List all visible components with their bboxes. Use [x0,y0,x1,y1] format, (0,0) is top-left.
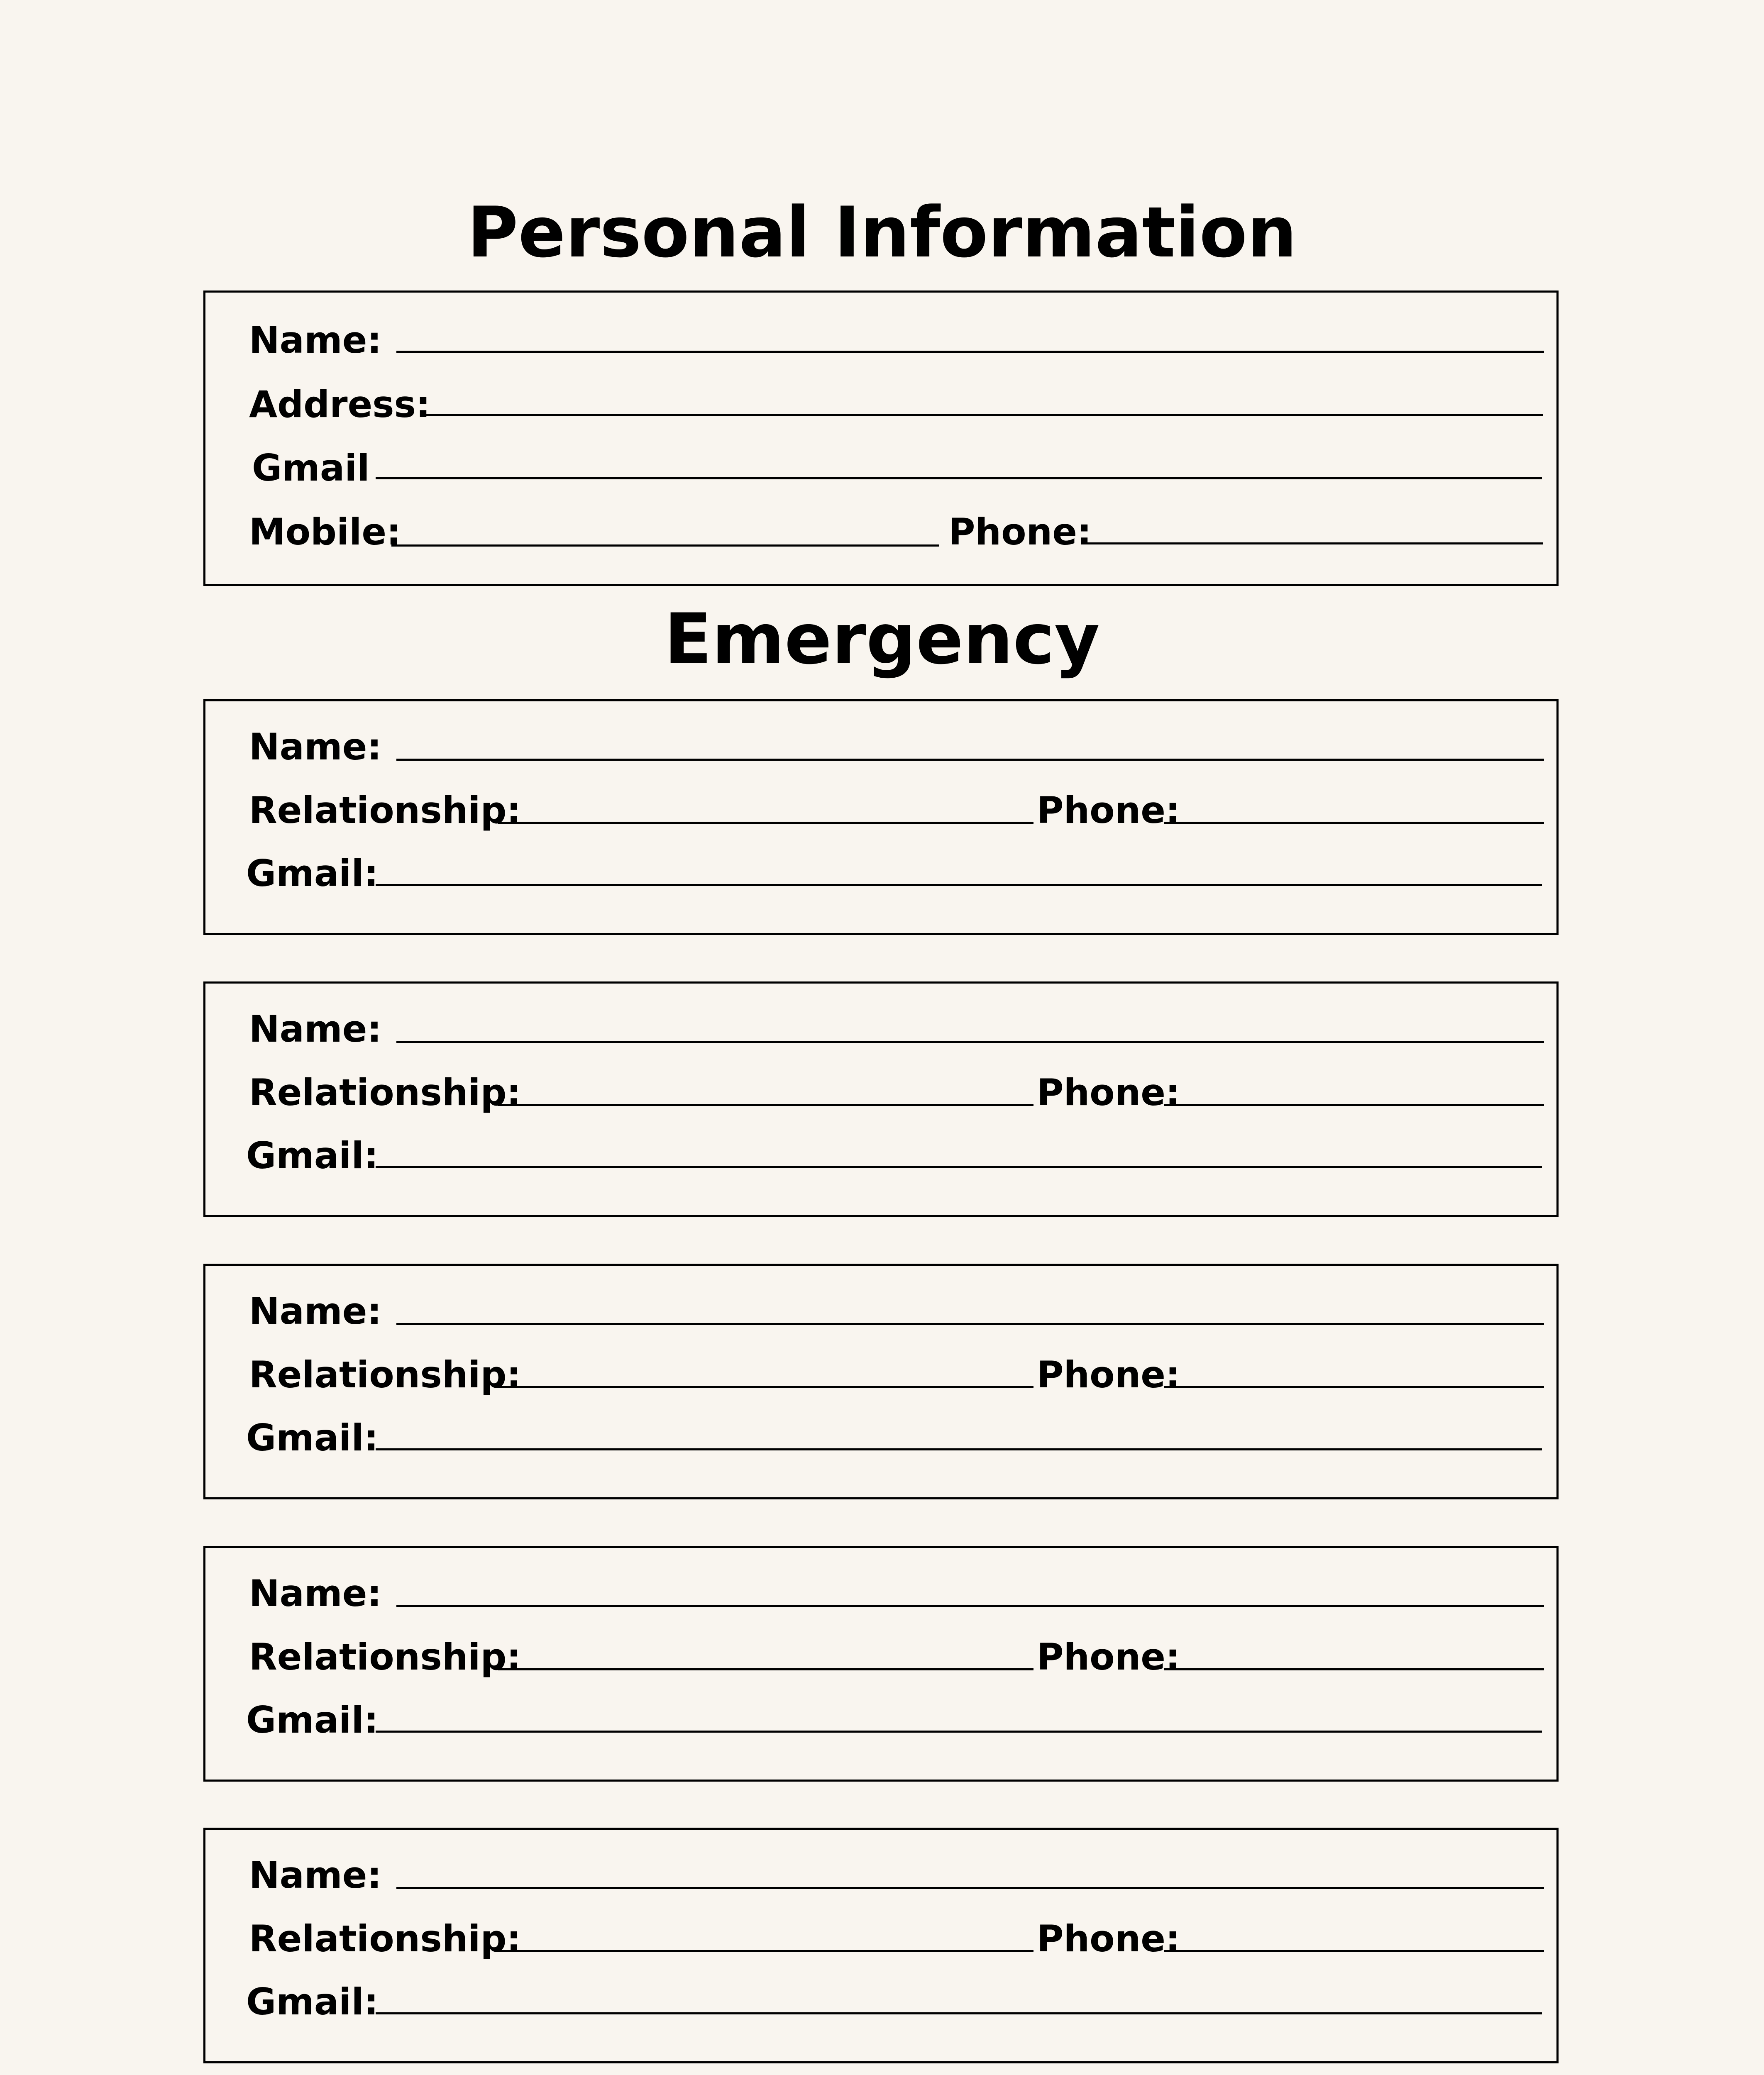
contact-gmail-label: Gmail: [246,1134,379,1177]
phone-field[interactable] [1087,542,1543,544]
contact-gmail-label: Gmail: [246,1699,379,1741]
name-field[interactable] [396,351,1544,353]
contact-gmail-field[interactable] [376,1166,1542,1168]
contact-gmail-field[interactable] [376,2012,1542,2014]
contact-phone-label: Phone: [1037,1636,1180,1678]
contact-gmail-label: Gmail: [246,1416,379,1459]
relationship-label: Relationship: [249,1353,521,1396]
contact-phone-label: Phone: [1037,789,1180,832]
contact-phone-label: Phone: [1037,1353,1180,1396]
emergency-contact-box [203,981,1559,1217]
contact-phone-field[interactable] [1164,1386,1544,1388]
contact-name-label: Name: [249,1008,382,1050]
contact-gmail-field[interactable] [376,1731,1542,1733]
contact-name-field[interactable] [396,1605,1544,1607]
contact-phone-field[interactable] [1164,1668,1544,1670]
contact-phone-label: Phone: [1037,1917,1180,1960]
name-label: Name: [249,319,382,361]
relationship-field[interactable] [498,1386,1033,1388]
emergency-contact-box [203,1264,1559,1499]
emergency-title: Emergency [664,598,1100,680]
contact-name-label: Name: [249,1572,382,1615]
personal-info-box [203,290,1559,586]
personal-info-title: Personal Information [467,192,1297,273]
contact-name-field[interactable] [396,1323,1544,1325]
contact-name-label: Name: [249,1854,382,1897]
mobile-field[interactable] [391,544,939,547]
contact-name-field[interactable] [396,759,1544,761]
mobile-label: Mobile: [249,510,401,553]
contact-name-label: Name: [249,725,382,768]
contact-phone-field[interactable] [1164,1950,1544,1952]
contact-gmail-field[interactable] [376,1448,1542,1450]
relationship-field[interactable] [498,1104,1033,1106]
contact-name-field[interactable] [396,1041,1544,1043]
address-field[interactable] [421,414,1543,416]
emergency-contact-box [203,699,1559,935]
contact-gmail-label: Gmail: [246,1980,379,2023]
phone-label: Phone: [948,510,1092,553]
contact-name-label: Name: [249,1290,382,1333]
relationship-label: Relationship: [249,1071,521,1114]
emergency-contact-box [203,1546,1559,1782]
relationship-label: Relationship: [249,789,521,832]
gmail-label: Gmail [252,447,370,489]
contact-gmail-field[interactable] [376,884,1542,886]
relationship-field[interactable] [498,822,1033,824]
contact-phone-label: Phone: [1037,1071,1180,1114]
contact-phone-field[interactable] [1164,822,1544,824]
address-label: Address: [249,383,431,426]
gmail-field[interactable] [376,477,1542,479]
contact-name-field[interactable] [396,1887,1544,1889]
contact-phone-field[interactable] [1164,1104,1544,1106]
emergency-contact-box [203,1828,1559,2063]
relationship-field[interactable] [498,1668,1033,1670]
relationship-field[interactable] [498,1950,1033,1952]
contact-gmail-label: Gmail: [246,852,379,895]
relationship-label: Relationship: [249,1917,521,1960]
relationship-label: Relationship: [249,1636,521,1678]
